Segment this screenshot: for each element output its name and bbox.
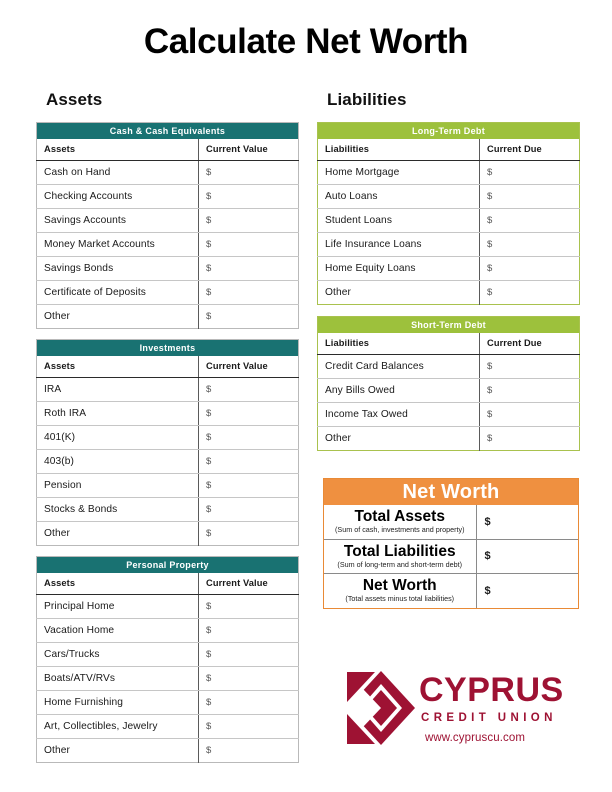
- net-worth-input[interactable]: $: [484, 584, 491, 597]
- row-label: Roth IRA: [37, 402, 199, 426]
- column-header-item: Liabilities: [318, 333, 480, 355]
- row-label: Other: [44, 528, 70, 539]
- logo-website-url: www.cypruscu.com: [425, 732, 526, 744]
- row-value-input[interactable]: $: [199, 305, 299, 329]
- table-row: [37, 643, 299, 667]
- table-row: [37, 715, 299, 739]
- total-liabilities-sublabel: (Sum of long-term and short-term debt): [337, 559, 463, 569]
- row-label: Savings Accounts: [37, 209, 199, 233]
- row-label: Student Loans: [318, 209, 480, 233]
- row-label: Savings Bonds: [37, 257, 199, 281]
- row-label: Principal Home: [37, 595, 199, 619]
- total-assets-label-cell: [324, 505, 476, 539]
- banner-label: Short-Term Debt: [318, 317, 580, 334]
- table-row: [318, 379, 580, 403]
- net-worth-banner: Net Worth: [324, 479, 578, 505]
- row-value-input[interactable]: $: [199, 233, 299, 257]
- column-header-item: Assets: [37, 139, 199, 161]
- row-value-input[interactable]: $: [199, 619, 299, 643]
- table-row: [318, 161, 580, 185]
- table-row: [37, 691, 299, 715]
- row-value-input[interactable]: $: [199, 522, 299, 546]
- net-worth-row: [324, 505, 578, 539]
- row-value-input[interactable]: $: [480, 281, 580, 305]
- column-header-value: Current Due: [480, 333, 580, 355]
- row-label: Cash on Hand: [37, 161, 199, 185]
- table-row: [37, 257, 299, 281]
- row-value-input[interactable]: $: [480, 403, 580, 427]
- table-banner-row: [318, 123, 580, 140]
- row-value-input[interactable]: $: [199, 498, 299, 522]
- liabilities-column-heading: Liabilities: [327, 90, 407, 109]
- assets-column-heading: Assets: [46, 90, 103, 109]
- row-label: Income Tax Owed: [318, 403, 480, 427]
- row-value-input[interactable]: $: [199, 595, 299, 619]
- table-row: [318, 257, 580, 281]
- row-value-input[interactable]: $: [199, 691, 299, 715]
- table-investments: [36, 339, 299, 546]
- banner-label: Long-Term Debt: [318, 123, 580, 140]
- table-banner-row: [37, 123, 299, 140]
- table-row: [37, 595, 299, 619]
- row-value-input[interactable]: $: [199, 161, 299, 185]
- row-value-input[interactable]: $: [199, 715, 299, 739]
- banner-label: Investments: [37, 340, 299, 357]
- row-value-input[interactable]: $: [199, 426, 299, 450]
- table-personal-property: [36, 556, 299, 763]
- row-value-input[interactable]: $: [199, 185, 299, 209]
- net-worth-row: [324, 539, 578, 574]
- table-row: [37, 522, 299, 546]
- net-worth-summary-box: [323, 478, 579, 609]
- table-row: [318, 185, 580, 209]
- cyprus-diamond-logo-icon: [345, 670, 417, 746]
- table-row: [37, 305, 299, 329]
- row-value-input[interactable]: $: [480, 185, 580, 209]
- total-liabilities-label-cell: [324, 539, 476, 574]
- column-header-item: Assets: [37, 356, 199, 378]
- logo-subtitle: CREDIT UNION: [421, 712, 557, 724]
- row-value-input[interactable]: $: [199, 667, 299, 691]
- row-label: Money Market Accounts: [37, 233, 199, 257]
- total-assets-label: Total Assets: [354, 508, 445, 525]
- row-label: Any Bills Owed: [318, 379, 480, 403]
- table-row: [37, 185, 299, 209]
- table-row: [37, 378, 299, 402]
- table-row: [37, 474, 299, 498]
- table-header-row: [37, 573, 299, 595]
- table-row: [318, 355, 580, 379]
- table-row: [37, 209, 299, 233]
- table-row: [318, 427, 580, 451]
- row-label: Stocks & Bonds: [37, 498, 199, 522]
- table-row: [318, 209, 580, 233]
- table-row: [37, 281, 299, 305]
- row-value-input[interactable]: $: [480, 233, 580, 257]
- row-label: Other: [44, 311, 70, 322]
- net-worth-sublabel: (Total assets minus total liabilities): [345, 594, 455, 604]
- row-label: IRA: [37, 378, 199, 402]
- row-value-input[interactable]: $: [480, 355, 580, 379]
- table-header-row: [318, 333, 580, 355]
- row-value-input[interactable]: $: [480, 209, 580, 233]
- row-label: Auto Loans: [318, 185, 480, 209]
- page-title: Calculate Net Worth: [143, 22, 469, 61]
- column-header-item: Liabilities: [318, 139, 480, 161]
- row-label: Boats/ATV/RVs: [37, 667, 199, 691]
- row-value-input[interactable]: $: [199, 450, 299, 474]
- row-label: Vacation Home: [37, 619, 199, 643]
- row-label: Certificate of Deposits: [37, 281, 199, 305]
- table-row: [37, 402, 299, 426]
- table-long-term-debt: [317, 122, 580, 305]
- table-row: [37, 498, 299, 522]
- net-worth-row: [324, 574, 578, 608]
- table-row: [37, 667, 299, 691]
- table-cash-and-cash-equivalents: [36, 122, 299, 329]
- row-label: Other: [325, 433, 351, 444]
- banner-label: Personal Property: [37, 557, 299, 574]
- column-header-value: Current Value: [199, 356, 299, 378]
- row-label: Pension: [37, 474, 199, 498]
- net-worth-label-cell: [324, 574, 476, 608]
- row-value-input[interactable]: $: [199, 474, 299, 498]
- row-value-input[interactable]: $: [199, 257, 299, 281]
- table-banner-row: [37, 340, 299, 357]
- table-row: [318, 403, 580, 427]
- total-assets-sublabel: (Sum of cash, investments and property): [335, 525, 465, 534]
- row-label: Credit Card Balances: [318, 355, 480, 379]
- total-assets-input[interactable]: $: [476, 505, 578, 539]
- row-label: 401(K): [37, 426, 199, 450]
- table-row: [318, 233, 580, 257]
- table-row: [37, 426, 299, 450]
- column-header-value: Current Value: [199, 139, 299, 161]
- table-header-row: [37, 139, 299, 161]
- row-value-input[interactable]: $: [480, 379, 580, 403]
- row-label: Home Furnishing: [37, 691, 199, 715]
- row-label: Art, Collectibles, Jewelry: [37, 715, 199, 739]
- table-header-row: [37, 356, 299, 378]
- row-label: Other: [44, 745, 70, 756]
- row-value-input[interactable]: $: [199, 739, 299, 763]
- net-worth-label: Net Worth: [362, 577, 437, 595]
- logo-wordmark: CYPRUS: [419, 671, 564, 709]
- table-row: [318, 281, 580, 305]
- row-label: 403(b): [37, 450, 199, 474]
- table-banner-row: [318, 317, 580, 334]
- table-short-term-debt: [317, 316, 580, 451]
- row-label: Home Equity Loans: [318, 257, 480, 281]
- row-value-input[interactable]: $: [480, 161, 580, 185]
- row-value-input[interactable]: $: [199, 402, 299, 426]
- banner-label: Cash & Cash Equivalents: [37, 123, 299, 140]
- column-header-item: Assets: [37, 573, 199, 595]
- total-liabilities-input[interactable]: $: [476, 539, 578, 574]
- row-value-input[interactable]: $: [199, 643, 299, 667]
- row-value-input[interactable]: $: [480, 427, 580, 451]
- row-label: Checking Accounts: [37, 185, 199, 209]
- table-row: [37, 739, 299, 763]
- row-label: Life Insurance Loans: [318, 233, 480, 257]
- row-value-input[interactable]: $: [480, 257, 580, 281]
- table-row: [37, 161, 299, 185]
- row-value-input[interactable]: $: [199, 209, 299, 233]
- column-header-value: Current Due: [480, 139, 580, 161]
- table-row: [37, 233, 299, 257]
- table-row: [37, 450, 299, 474]
- row-label: Other: [325, 287, 351, 298]
- row-label: Cars/Trucks: [37, 643, 199, 667]
- table-header-row: [318, 139, 580, 161]
- cyprus-credit-union-logo: [345, 668, 585, 758]
- column-header-value: Current Value: [199, 573, 299, 595]
- row-value-input[interactable]: $: [199, 281, 299, 305]
- row-value-input[interactable]: $: [199, 378, 299, 402]
- net-worth-table: [324, 505, 578, 608]
- row-label: Home Mortgage: [318, 161, 480, 185]
- table-banner-row: [37, 557, 299, 574]
- total-liabilities-label: Total Liabilities: [343, 542, 456, 560]
- table-row: [37, 619, 299, 643]
